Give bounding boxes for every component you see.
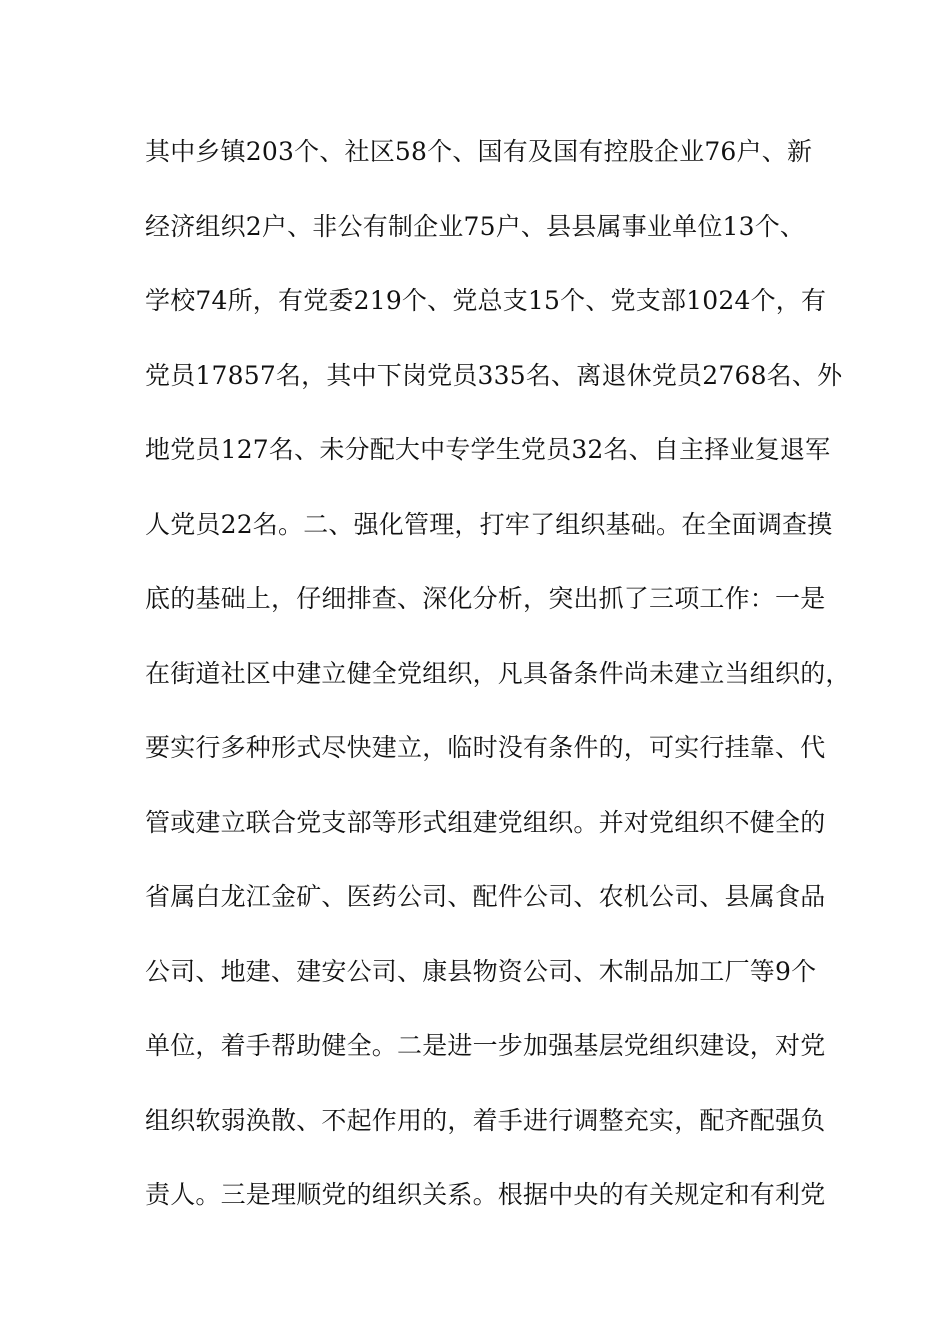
text-line-5: 地党员127名、未分配大中专学生党员32名、自主择业复退军 bbox=[145, 435, 831, 464]
text-line-1: 其中乡镇203个、社区58个、国有及国有控股企业76户、新 bbox=[145, 137, 813, 166]
text-line-6: 人党员22名。二、强化管理，打牢了组织基础。在全面调查摸 bbox=[145, 509, 833, 539]
body-paragraph bbox=[145, 132, 851, 1250]
text-line-10: 管或建立联合党支部等形式组建党组织。并对党组织不健全的 bbox=[145, 807, 826, 837]
text-line-8: 在街道社区中建立健全党组织，凡具备条件尚未建立当组织的， bbox=[145, 658, 851, 688]
text-line-2: 经济组织2户、非公有制企业75户、县县属事业单位13个、 bbox=[145, 211, 806, 241]
text-line-14: 组织软弱涣散、不起作用的，着手进行调整充实，配齐配强负 bbox=[145, 1105, 826, 1135]
text-line-4: 党员17857名，其中下岗党员335名、离退休党员2768名、外 bbox=[145, 360, 843, 390]
text-line-7: 底的基础上，仔细排查、深化分析，突出抓了三项工作：一是 bbox=[145, 584, 826, 613]
text-line-9: 要实行多种形式尽快建立，临时没有条件的，可实行挂靠、代 bbox=[145, 733, 826, 762]
text-line-3: 学校74所，有党委219个、党总支15个、党支部1024个，有 bbox=[145, 286, 827, 315]
text-line-12: 公司、地建、建安公司、康县物资公司、木制品加工厂等9个 bbox=[145, 956, 817, 986]
text-line-15: 责人。三是理顺党的组织关系。根据中央的有关规定和有利党 bbox=[145, 1180, 826, 1209]
text-line-11: 省属白龙江金矿、医药公司、配件公司、农机公司、县属食品 bbox=[145, 882, 826, 911]
text-line-13: 单位，着手帮助健全。二是进一步加强基层党组织建设，对党 bbox=[145, 1031, 826, 1060]
